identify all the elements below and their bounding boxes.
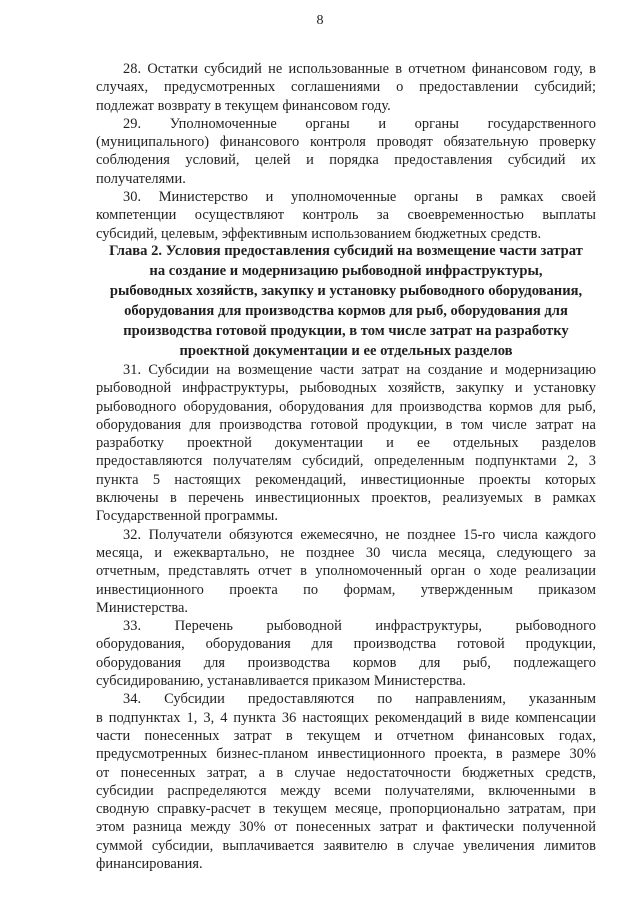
heading-line: Глава 2. Условия предоставления субсидий на возмещение части затрат (109, 243, 583, 259)
text-line: сводную справку-расчет в текущем месяце, пропорционально затратам, при (96, 801, 596, 818)
heading-line: производства готовой продукции, в том числе затрат на разработку (123, 323, 569, 339)
chapter-heading (96, 241, 596, 361)
text-line: 31. Субсидии на возмещение части затрат на создание и модернизацию (123, 362, 596, 378)
text-line: 32. Получатели обязуются ежемесячно, не позднее 15-го числа каждого (123, 526, 596, 543)
heading-line: проектной документации и ее отдельных разделов (179, 343, 513, 359)
text-line: финансирования. (96, 856, 203, 873)
text-line: рыбоводной инфраструктуры, рыбоводных хозяйств, закупку и установку (96, 380, 596, 397)
text-line: 28. Остатки субсидий не использованные в отчетном финансовом году, в (123, 61, 596, 77)
text-line: 29. Уполномоченные органы и органы государственного (123, 115, 596, 132)
paragraphs-bottom (96, 361, 596, 873)
text-line: оборудования для производства кормов для рыб, подлежащего (96, 654, 596, 671)
text-line: предусмотренных бизнес-планом инвестиционного проекта, в размере 30% (96, 746, 596, 763)
heading-line: оборудования для производства кормов для рыб, оборудования для (124, 303, 568, 319)
text-line: пункта 5 настоящих рекомендаций, инвестиционные проекты которых (96, 471, 596, 488)
text-line: компетенции осуществляют контроль за своевременностью выплаты (96, 207, 596, 224)
heading-line: рыбоводных хозяйств, закупку и установку рыбоводного оборудования, (109, 283, 583, 299)
text-line: включены в перечень инвестиционных проектов, реализуемых в рамках (96, 490, 596, 507)
text-line: оборудования для производства готовой продукции, в том числе затрат на (96, 416, 596, 433)
text-line: отчетным, представлять отчет в уполномоченный орган о ходе реализации (96, 563, 596, 580)
text-line: в подпунктах 1, 3, 4 пункта 36 настоящих рекомендаций в виде компенсации (96, 709, 596, 726)
text-line: рыбоводного оборудования, оборудования для производства кормов для рыб, (96, 398, 596, 415)
text-line: подлежат возврату в текущем финансовом году. (96, 97, 391, 114)
paragraph-30 (96, 188, 596, 243)
text-line: получателями. (96, 170, 186, 187)
text-line: субсидии распределяются между всеми получателями, включенными в (96, 782, 596, 799)
text-line: суммой субсидии, выплачивается заявителю в случае увеличения лимитов (96, 837, 596, 854)
text-line: 33. Перечень рыбоводной инфраструктуры, рыбоводного (123, 618, 596, 635)
paragraph-34 (96, 690, 596, 873)
paragraph-28 (96, 60, 596, 115)
text-line: 34. Субсидии предоставляются по направлениям, указанным (123, 691, 596, 708)
text-line: месяца, и ежеквартально, не позднее 30 числа месяца, следующего за (96, 544, 596, 561)
paragraphs-top (96, 60, 596, 243)
text-line: (муниципального) финансового контроля проводят обязательную проверку (96, 134, 596, 151)
paragraph-32 (96, 526, 596, 617)
text-line: случаях, предусмотренных соглашениями о предоставлении субсидий; (96, 79, 596, 96)
text-line: 30. Министерство и уполномоченные органы в рамках своей (123, 189, 596, 206)
text-line: оборудования, оборудования для производства готовой продукции, (96, 636, 596, 653)
page-number: 8 (316, 13, 324, 28)
text-line: инвестиционного проекта по формам, утвержденным приказом (96, 581, 596, 598)
text-line: этом разница между 30% от понесенных затрат и фактически полученной (96, 819, 596, 836)
text-line: Министерства. (96, 599, 189, 616)
text-line: Государственной программы. (96, 508, 279, 525)
heading-line: на создание и модернизацию рыбоводной инфраструктуры, (149, 263, 543, 279)
text-line: соблюдения условий, целей и порядка предоставления субсидий их (96, 152, 596, 169)
text-line: предоставляются получателям субсидий, определенным подпунктами 2, 3 (96, 453, 596, 470)
paragraph-29 (96, 115, 596, 188)
text-line: разработку проектной документации и ее отдельных разделов (96, 435, 596, 452)
text-line: от понесенных затрат, а в случае недостаточности бюджетных средств, (96, 764, 596, 781)
text-line: части понесенных затрат в текущем и отчетном финансовых годах, (96, 727, 596, 744)
text-line: субсидированию, устанавливается приказом Министерства. (96, 673, 466, 690)
paragraph-33 (96, 617, 596, 690)
text-line: субсидий, целевым, эффективным использованием бюджетных средств. (96, 225, 542, 242)
paragraph-31 (96, 361, 596, 526)
